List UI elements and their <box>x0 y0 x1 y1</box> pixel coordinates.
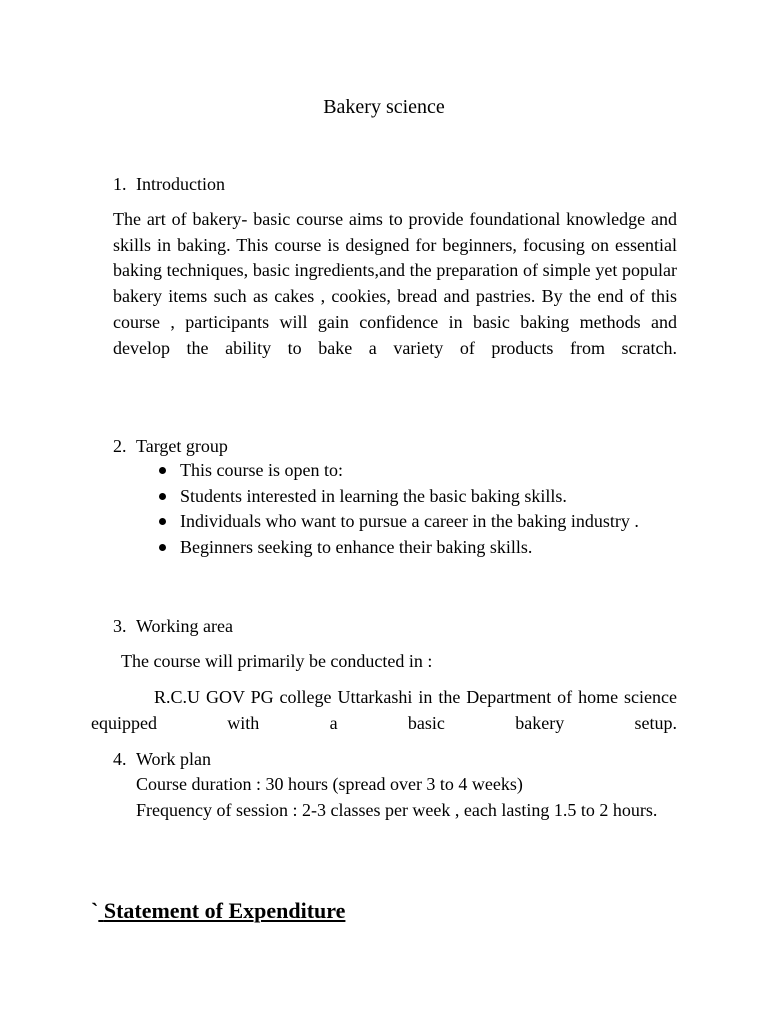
list-item <box>157 509 677 535</box>
section-heading-target-group <box>113 433 228 459</box>
section-title: Target group <box>136 436 228 456</box>
bullet-icon <box>159 467 166 474</box>
section-title: Work plan <box>136 749 212 769</box>
section-number: 3. <box>113 616 127 636</box>
section-number: 4. <box>113 749 127 769</box>
section-heading-work-plan <box>113 746 211 772</box>
expenditure-heading <box>91 897 345 925</box>
section-title: Introduction <box>136 174 225 194</box>
working-area-location: R.C.U GOV PG college Uttarkashi in the Department of home science equipped with a basic bakery setup. <box>91 687 677 733</box>
stray-backtick: ` <box>91 898 99 923</box>
list-item-text: Individuals who want to pursue a career in the baking industry . <box>180 511 639 532</box>
document-title: Bakery science <box>323 96 445 118</box>
session-frequency: Frequency of session : 2-3 classes per week , each lasting 1.5 to 2 hours. <box>136 799 658 820</box>
list-item <box>157 535 677 561</box>
list-item-text: Beginners seeking to enhance their baking skills. <box>180 537 533 558</box>
list-item-text: This course is open to: <box>180 460 343 480</box>
section-number: 2. <box>113 436 127 456</box>
introduction-paragraph: The art of bakery- basic course aims to provide foundational knowledge and skills in baking. This course is designed for beginners, focusing on essential baking techniques, basic ingredients,and the preparation of simple yet popular bakery items such as cakes , cookies, bread and pastries. By the end of this course , participants will gain confidence in basic baking methods and develop the ability to bake a variety of products from scratch. <box>113 209 677 358</box>
section-number: 1. <box>113 174 127 194</box>
bullet-icon <box>159 544 166 551</box>
working-area-intro: The course will primarily be conducted in : <box>121 651 433 671</box>
course-duration: Course duration : 30 hours (spread over 3 to 4 weeks) <box>136 774 523 794</box>
list-item-text: Students interested in learning the basic baking skills. <box>180 485 567 506</box>
section-title: Working area <box>136 616 234 636</box>
bullet-icon <box>159 493 166 500</box>
section-heading-introduction <box>113 171 225 197</box>
target-group-list <box>157 458 677 561</box>
work-plan-details <box>136 772 677 823</box>
bullet-icon <box>159 518 166 525</box>
list-item <box>157 484 677 510</box>
list-item <box>157 458 677 484</box>
expenditure-title: Statement of Expenditure <box>103 898 346 923</box>
section-heading-working-area <box>113 613 233 639</box>
